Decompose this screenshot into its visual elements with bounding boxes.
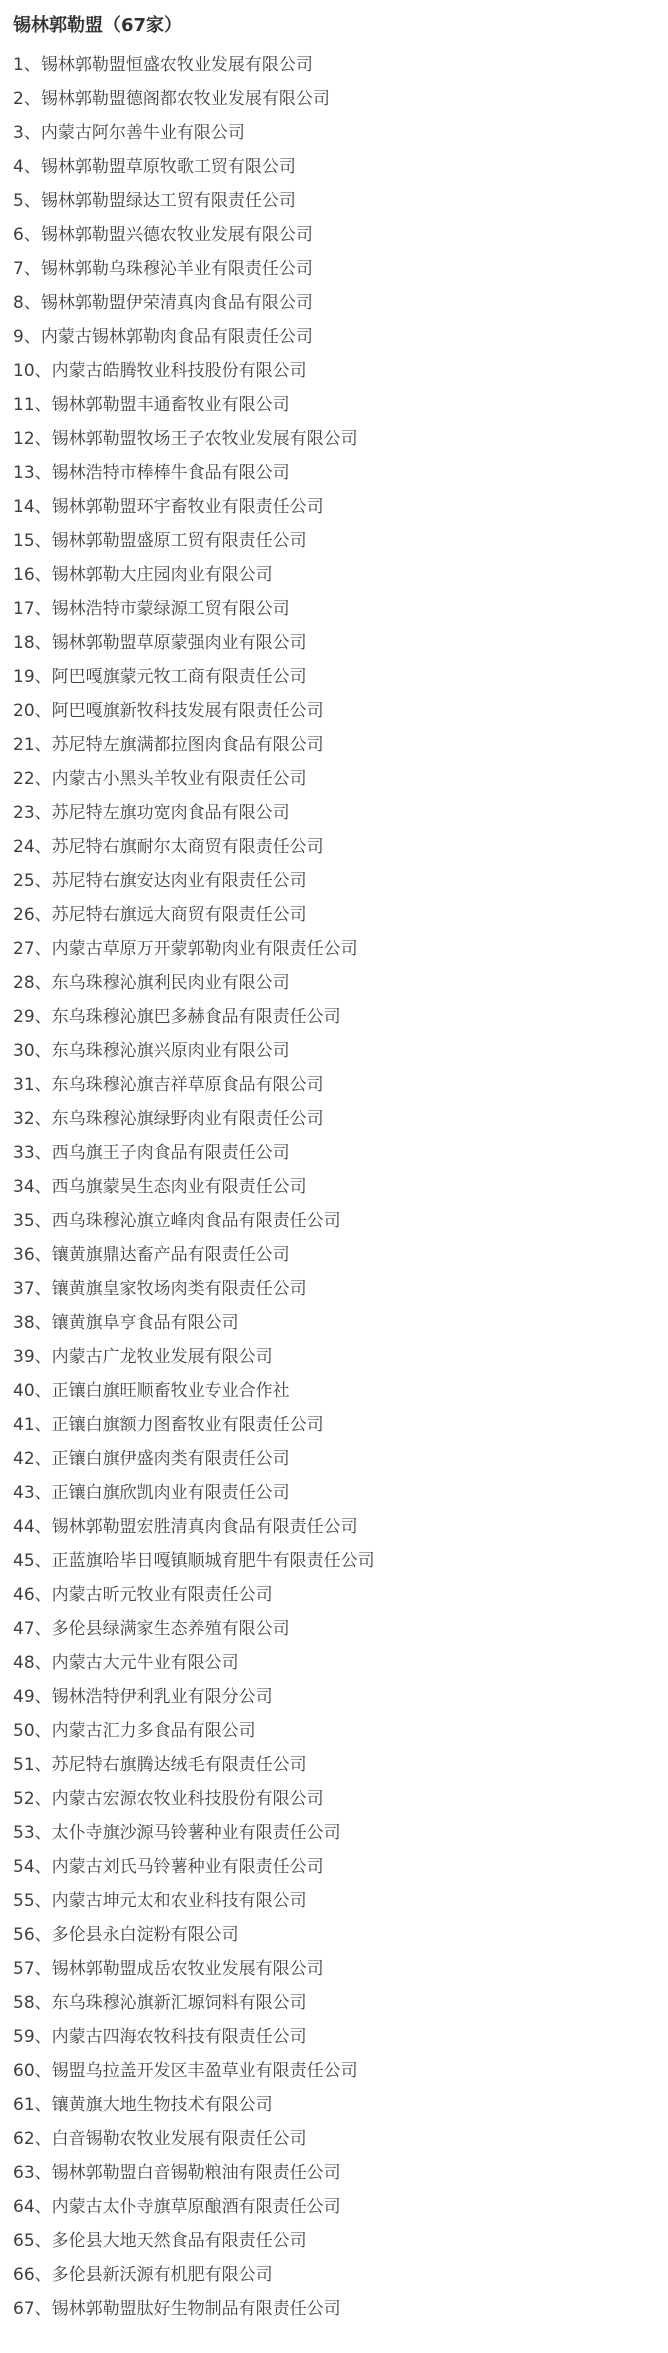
item-number: 18、 bbox=[13, 633, 52, 653]
company-name: 东乌珠穆沁旗吉祥草原食品有限公司 bbox=[51, 1075, 324, 1095]
item-number: 62、 bbox=[13, 2129, 52, 2149]
company-name: 锡林郭勒盟牧场王子农牧业发展有限公司 bbox=[51, 429, 358, 449]
item-number: 26、 bbox=[13, 905, 52, 925]
list-item bbox=[13, 82, 660, 116]
item-number: 36、 bbox=[13, 1245, 52, 1265]
list-item bbox=[13, 1884, 660, 1918]
item-number: 12、 bbox=[13, 429, 52, 449]
list-item bbox=[13, 1680, 660, 1714]
list-item bbox=[13, 592, 660, 626]
list-item bbox=[13, 1544, 660, 1578]
item-number: 23、 bbox=[13, 803, 52, 823]
list-item bbox=[13, 184, 660, 218]
company-name: 内蒙古阿尔善牛业有限公司 bbox=[40, 123, 245, 143]
item-number: 66、 bbox=[13, 2265, 52, 2285]
item-number: 67、 bbox=[13, 2299, 52, 2319]
company-name: 锡林浩特伊利乳业有限分公司 bbox=[51, 1687, 273, 1707]
item-number: 25、 bbox=[13, 871, 52, 891]
list-item bbox=[13, 2122, 660, 2156]
list-item bbox=[13, 252, 660, 286]
list-item bbox=[13, 932, 660, 966]
company-name: 多伦县大地天然食品有限责任公司 bbox=[51, 2231, 307, 2251]
item-number: 17、 bbox=[13, 599, 52, 619]
item-number: 1、 bbox=[13, 55, 41, 75]
list-item bbox=[13, 1034, 660, 1068]
company-name: 锡林郭勒盟草原牧歌工贸有限公司 bbox=[40, 157, 296, 177]
company-name: 太仆寺旗沙源马铃薯种业有限责任公司 bbox=[51, 1823, 341, 1843]
company-name: 锡林郭勒大庄园肉业有限公司 bbox=[51, 565, 273, 585]
company-name: 内蒙古刘氏马铃薯种业有限责任公司 bbox=[51, 1857, 324, 1877]
item-number: 44、 bbox=[13, 1517, 52, 1537]
company-name: 内蒙古四海农牧科技有限责任公司 bbox=[51, 2027, 307, 2047]
page-title: 锡林郭勒盟（67家） bbox=[13, 15, 183, 36]
list-item bbox=[13, 524, 660, 558]
item-number: 52、 bbox=[13, 1789, 52, 1809]
item-number: 3、 bbox=[13, 123, 41, 143]
list-item bbox=[13, 218, 660, 252]
list-item bbox=[13, 48, 660, 82]
list-item bbox=[13, 1578, 660, 1612]
list-item bbox=[13, 422, 660, 456]
company-name: 多伦县永白淀粉有限公司 bbox=[51, 1925, 239, 1945]
list-item bbox=[13, 1850, 660, 1884]
item-number: 54、 bbox=[13, 1857, 52, 1877]
list-item bbox=[13, 1816, 660, 1850]
company-name: 锡林郭勒盟成岳农牧业发展有限公司 bbox=[51, 1959, 324, 1979]
item-number: 6、 bbox=[13, 225, 41, 245]
company-name: 内蒙古昕元牧业有限责任公司 bbox=[51, 1585, 273, 1605]
list-item bbox=[13, 2088, 660, 2122]
company-name: 锡林郭勒盟恒盛农牧业发展有限公司 bbox=[40, 55, 313, 75]
item-number: 33、 bbox=[13, 1143, 52, 1163]
company-name: 锡林郭勒盟德阁都农牧业发展有限公司 bbox=[40, 89, 330, 109]
company-name: 锡林浩特市蒙绿源工贸有限公司 bbox=[51, 599, 290, 619]
company-name: 阿巴嘎旗蒙元牧工商有限责任公司 bbox=[51, 667, 307, 687]
list-item bbox=[13, 2020, 660, 2054]
item-number: 57、 bbox=[13, 1959, 52, 1979]
company-name: 锡林浩特市棒棒牛食品有限公司 bbox=[51, 463, 290, 483]
item-number: 61、 bbox=[13, 2095, 52, 2115]
company-name: 内蒙古草原万开蒙郭勒肉业有限责任公司 bbox=[51, 939, 358, 959]
item-number: 14、 bbox=[13, 497, 52, 517]
company-name: 东乌珠穆沁旗利民肉业有限公司 bbox=[51, 973, 290, 993]
item-number: 32、 bbox=[13, 1109, 52, 1129]
item-number: 45、 bbox=[13, 1551, 52, 1571]
company-name: 内蒙古大元牛业有限公司 bbox=[51, 1653, 239, 1673]
list-item bbox=[13, 116, 660, 150]
list-item bbox=[13, 2292, 660, 2326]
item-number: 37、 bbox=[13, 1279, 52, 1299]
company-name: 西乌珠穆沁旗立峰肉食品有限责任公司 bbox=[51, 1211, 341, 1231]
item-number: 7、 bbox=[13, 259, 41, 279]
item-number: 16、 bbox=[13, 565, 52, 585]
item-number: 21、 bbox=[13, 735, 52, 755]
company-name: 阿巴嘎旗新牧科技发展有限责任公司 bbox=[51, 701, 324, 721]
company-name: 苏尼特右旗腾达绒毛有限责任公司 bbox=[51, 1755, 307, 1775]
company-name: 西乌旗蒙昊生态肉业有限责任公司 bbox=[51, 1177, 307, 1197]
company-name: 锡林郭勒盟兴德农牧业发展有限公司 bbox=[40, 225, 313, 245]
company-name: 正镶白旗欣凯肉业有限责任公司 bbox=[51, 1483, 290, 1503]
company-name: 内蒙古太仆寺旗草原酿酒有限责任公司 bbox=[51, 2197, 341, 2217]
item-number: 55、 bbox=[13, 1891, 52, 1911]
item-number: 46、 bbox=[13, 1585, 52, 1605]
item-number: 58、 bbox=[13, 1993, 52, 2013]
company-name: 内蒙古坤元太和农业科技有限公司 bbox=[51, 1891, 307, 1911]
list-item bbox=[13, 898, 660, 932]
list-item bbox=[13, 1714, 660, 1748]
item-number: 27、 bbox=[13, 939, 52, 959]
company-name: 内蒙古小黑头羊牧业有限责任公司 bbox=[51, 769, 307, 789]
list-item bbox=[13, 1102, 660, 1136]
list-item bbox=[13, 320, 660, 354]
item-number: 38、 bbox=[13, 1313, 52, 1333]
item-number: 43、 bbox=[13, 1483, 52, 1503]
item-number: 51、 bbox=[13, 1755, 52, 1775]
list-item bbox=[13, 830, 660, 864]
list-item bbox=[13, 1748, 660, 1782]
company-name: 锡林郭勒盟白音锡勒粮油有限责任公司 bbox=[51, 2163, 341, 2183]
company-name: 锡盟乌拉盖开发区丰盈草业有限责任公司 bbox=[51, 2061, 358, 2081]
list-item bbox=[13, 1306, 660, 1340]
list-item bbox=[13, 1170, 660, 1204]
company-name: 内蒙古皓腾牧业科技股份有限公司 bbox=[51, 361, 307, 381]
item-number: 53、 bbox=[13, 1823, 52, 1843]
item-number: 19、 bbox=[13, 667, 52, 687]
list-item bbox=[13, 1204, 660, 1238]
list-item bbox=[13, 762, 660, 796]
item-number: 39、 bbox=[13, 1347, 52, 1367]
company-name: 镶黄旗阜亨食品有限公司 bbox=[51, 1313, 239, 1333]
company-name: 内蒙古锡林郭勒肉食品有限责任公司 bbox=[40, 327, 313, 347]
list-item bbox=[13, 1476, 660, 1510]
item-number: 13、 bbox=[13, 463, 52, 483]
list-item bbox=[13, 286, 660, 320]
item-number: 34、 bbox=[13, 1177, 52, 1197]
list-item bbox=[13, 626, 660, 660]
list-item bbox=[13, 1136, 660, 1170]
company-name: 苏尼特左旗功宽肉食品有限公司 bbox=[51, 803, 290, 823]
item-number: 29、 bbox=[13, 1007, 52, 1027]
list-item bbox=[13, 456, 660, 490]
item-number: 30、 bbox=[13, 1041, 52, 1061]
list-item bbox=[13, 1374, 660, 1408]
list-item bbox=[13, 864, 660, 898]
company-name: 内蒙古汇力多食品有限公司 bbox=[51, 1721, 256, 1741]
item-number: 40、 bbox=[13, 1381, 52, 1401]
item-number: 10、 bbox=[13, 361, 52, 381]
company-name: 锡林郭勒盟伊荣清真肉食品有限公司 bbox=[40, 293, 313, 313]
list-item bbox=[13, 2224, 660, 2258]
company-name: 东乌珠穆沁旗巴多赫食品有限责任公司 bbox=[51, 1007, 341, 1027]
item-number: 60、 bbox=[13, 2061, 52, 2081]
item-number: 20、 bbox=[13, 701, 52, 721]
company-name: 锡林郭勒盟环宇畜牧业有限责任公司 bbox=[51, 497, 324, 517]
item-number: 15、 bbox=[13, 531, 52, 551]
list-item bbox=[13, 388, 660, 422]
list-item bbox=[13, 1442, 660, 1476]
list-item bbox=[13, 150, 660, 184]
list-item bbox=[13, 1612, 660, 1646]
list-item bbox=[13, 796, 660, 830]
list-item bbox=[13, 2258, 660, 2292]
company-name: 苏尼特右旗安达肉业有限责任公司 bbox=[51, 871, 307, 891]
item-number: 65、 bbox=[13, 2231, 52, 2251]
company-name: 锡林郭勒盟草原蒙强肉业有限公司 bbox=[51, 633, 307, 653]
list-item bbox=[13, 558, 660, 592]
item-number: 63、 bbox=[13, 2163, 52, 2183]
company-name: 东乌珠穆沁旗新汇塬饲料有限公司 bbox=[51, 1993, 307, 2013]
item-number: 28、 bbox=[13, 973, 52, 993]
item-number: 22、 bbox=[13, 769, 52, 789]
list-item bbox=[13, 1408, 660, 1442]
company-name: 多伦县新沃源有机肥有限公司 bbox=[51, 2265, 273, 2285]
company-name: 锡林郭勒盟丰通畜牧业有限公司 bbox=[51, 395, 290, 415]
list-item bbox=[13, 1952, 660, 1986]
list-item bbox=[13, 1918, 660, 1952]
company-name: 苏尼特左旗满都拉图肉食品有限公司 bbox=[51, 735, 324, 755]
company-list bbox=[13, 48, 660, 2326]
company-name: 镶黄旗大地生物技术有限公司 bbox=[51, 2095, 273, 2115]
company-name: 苏尼特右旗远大商贸有限责任公司 bbox=[51, 905, 307, 925]
list-item bbox=[13, 1000, 660, 1034]
list-item bbox=[13, 490, 660, 524]
list-item bbox=[13, 1510, 660, 1544]
list-item bbox=[13, 1782, 660, 1816]
item-number: 4、 bbox=[13, 157, 41, 177]
item-number: 64、 bbox=[13, 2197, 52, 2217]
list-item bbox=[13, 966, 660, 1000]
item-number: 31、 bbox=[13, 1075, 52, 1095]
company-name: 锡林郭勒盟肽好生物制品有限责任公司 bbox=[51, 2299, 341, 2319]
item-number: 49、 bbox=[13, 1687, 52, 1707]
company-name: 锡林郭勒乌珠穆沁羊业有限责任公司 bbox=[40, 259, 313, 279]
company-name: 锡林郭勒盟宏胜清真肉食品有限责任公司 bbox=[51, 1517, 358, 1537]
list-item bbox=[13, 1272, 660, 1306]
company-name: 正镶白旗伊盛肉类有限责任公司 bbox=[51, 1449, 290, 1469]
company-name: 锡林郭勒盟盛原工贸有限责任公司 bbox=[51, 531, 307, 551]
item-number: 42、 bbox=[13, 1449, 52, 1469]
item-number: 56、 bbox=[13, 1925, 52, 1945]
list-item bbox=[13, 1646, 660, 1680]
company-name: 内蒙古广龙牧业发展有限公司 bbox=[51, 1347, 273, 1367]
item-number: 35、 bbox=[13, 1211, 52, 1231]
item-number: 9、 bbox=[13, 327, 41, 347]
company-name: 东乌珠穆沁旗绿野肉业有限责任公司 bbox=[51, 1109, 324, 1129]
list-item bbox=[13, 2190, 660, 2224]
list-item bbox=[13, 660, 660, 694]
item-number: 24、 bbox=[13, 837, 52, 857]
list-item bbox=[13, 2156, 660, 2190]
item-number: 59、 bbox=[13, 2027, 52, 2047]
company-name: 镶黄旗鼎达畜产品有限责任公司 bbox=[51, 1245, 290, 1265]
company-name: 内蒙古宏源农牧业科技股份有限公司 bbox=[51, 1789, 324, 1809]
item-number: 48、 bbox=[13, 1653, 52, 1673]
list-item bbox=[13, 1238, 660, 1272]
item-number: 41、 bbox=[13, 1415, 52, 1435]
company-name: 正镶白旗额力图畜牧业有限责任公司 bbox=[51, 1415, 324, 1435]
company-name: 锡林郭勒盟绿达工贸有限责任公司 bbox=[40, 191, 296, 211]
company-name: 正镶白旗旺顺畜牧业专业合作社 bbox=[51, 1381, 290, 1401]
list-item bbox=[13, 1068, 660, 1102]
item-number: 8、 bbox=[13, 293, 41, 313]
list-item bbox=[13, 1986, 660, 2020]
item-number: 50、 bbox=[13, 1721, 52, 1741]
company-name: 白音锡勒农牧业发展有限责任公司 bbox=[51, 2129, 307, 2149]
item-number: 2、 bbox=[13, 89, 41, 109]
item-number: 47、 bbox=[13, 1619, 52, 1639]
list-item bbox=[13, 1340, 660, 1374]
company-name: 西乌旗王子肉食品有限责任公司 bbox=[51, 1143, 290, 1163]
list-item bbox=[13, 694, 660, 728]
company-name: 东乌珠穆沁旗兴原肉业有限公司 bbox=[51, 1041, 290, 1061]
list-item bbox=[13, 354, 660, 388]
company-name: 多伦县绿满家生态养殖有限公司 bbox=[51, 1619, 290, 1639]
company-name: 镶黄旗皇家牧场肉类有限责任公司 bbox=[51, 1279, 307, 1299]
list-item bbox=[13, 728, 660, 762]
list-item bbox=[13, 2054, 660, 2088]
company-name: 苏尼特右旗耐尔太商贸有限责任公司 bbox=[51, 837, 324, 857]
item-number: 5、 bbox=[13, 191, 41, 211]
item-number: 11、 bbox=[13, 395, 52, 415]
company-name: 正蓝旗哈毕日嘎镇顺城育肥牛有限责任公司 bbox=[51, 1551, 375, 1571]
